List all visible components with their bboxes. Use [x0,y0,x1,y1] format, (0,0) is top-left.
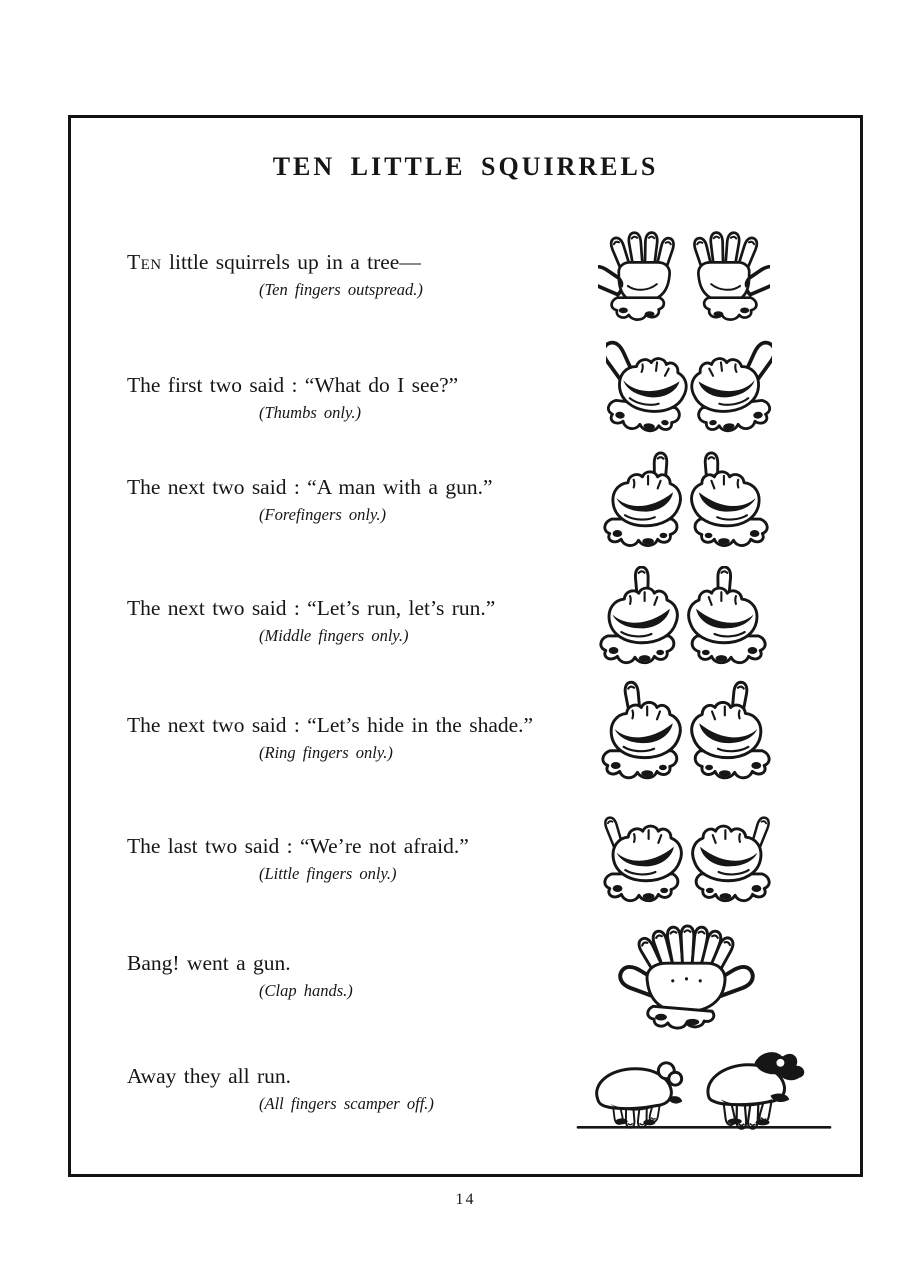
verse-line [127,475,637,500]
scampering-hands-icon [570,1038,838,1137]
verse-text: The next two said : “Let’s hide in the shade.” [127,713,534,737]
verse-cue: (Forefingers only.) [259,505,387,524]
verse-row [127,373,637,423]
verse-cue: (Middle fingers only.) [259,626,409,645]
verse-cue: (Clap hands.) [259,981,353,1000]
ring-fingers-up-hands-icon [600,680,772,793]
forefingers-up-hands-icon [602,450,770,560]
verse-line [127,951,637,976]
verse-row [127,951,637,1001]
verse-line [127,250,637,275]
page-title: TEN LITTLE SQUIRRELS [272,152,659,181]
verse-row [127,834,637,884]
verse-cue: (Thumbs only.) [259,403,361,422]
clapped-hands-icon [610,922,762,1038]
verse-row [127,596,637,646]
verse-line [127,1064,637,1089]
verse-line [127,596,637,621]
verse-text: little squirrels up in a tree— [161,250,421,274]
page-number: 14 [455,1191,476,1208]
little-fingers-up-hands-icon [602,804,772,916]
verse-row [127,1064,637,1114]
verse-row [127,475,637,525]
verse-text: Bang! went a gun. [127,951,291,975]
verse-lead: Ten [127,250,162,274]
thumbs-up-hands-icon [606,336,772,445]
verse-text: The next two said : “A man with a gun.” [127,475,493,499]
verse-text: Away they all run. [127,1064,292,1088]
verse-text: The last two said : “We’re not afraid.” [127,834,469,858]
verse-row [127,250,637,300]
verse-text: The next two said : “Let’s run, let’s run.” [127,596,496,620]
verse-line [127,373,637,398]
open-hands-icon [598,228,770,332]
verse-cue: (Ring fingers only.) [259,743,393,762]
verse-cue: (Little fingers only.) [259,864,397,883]
verse-cue: (Ten fingers outspread.) [259,280,423,299]
verse-line [127,713,637,738]
verse-cue: (All fingers scamper off.) [259,1094,434,1113]
verse-text: The first two said : “What do I see?” [127,373,459,397]
verse-line [127,834,637,859]
middle-fingers-up-hands-icon [598,566,768,678]
verse-row [127,713,637,763]
